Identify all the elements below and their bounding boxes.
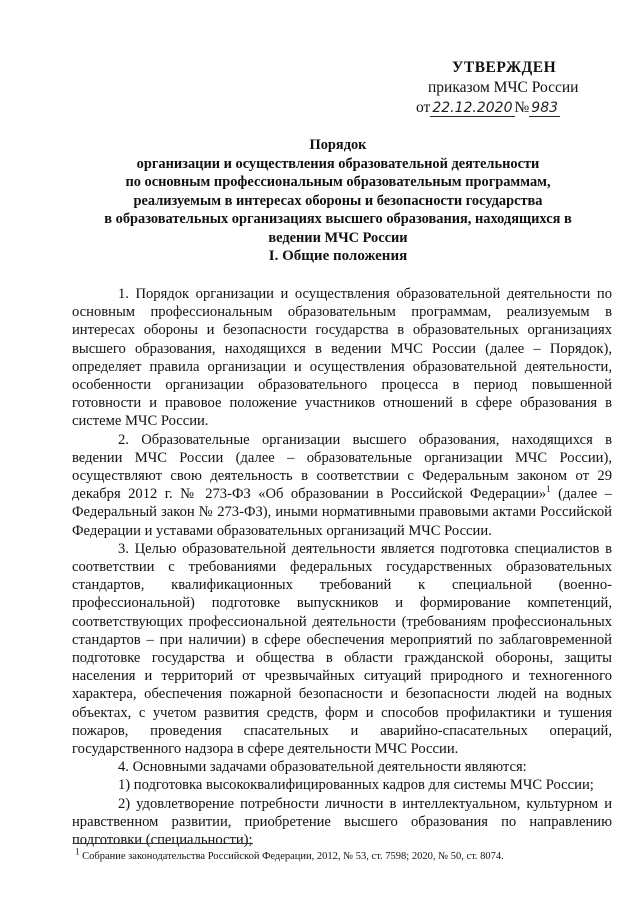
approval-from: от <box>416 99 431 116</box>
footnote <box>75 846 605 863</box>
approval-date: 22.12.2020 <box>432 100 513 116</box>
paragraph-2 <box>72 431 612 540</box>
footnote-reference: 1 <box>546 484 551 495</box>
title-line: реализуемым в интересах обороны и безопасности государства <box>133 192 543 209</box>
document-title <box>60 136 616 247</box>
footnote-divider <box>73 843 253 844</box>
approval-order: приказом МЧС России <box>428 79 579 96</box>
paragraph-4: 4. Основными задачами образовательной деятельности являются: <box>118 759 527 776</box>
approval-block <box>416 58 606 118</box>
document-body <box>72 285 612 849</box>
approval-date-number <box>416 98 606 118</box>
section-heading: I. Общие положения <box>268 248 408 264</box>
paragraph-3: 3. Целью образовательной деятельности является подготовка специалистов в соответствии с требованиями федеральных государственных образовательных стандартов, квалификационных требований к специальной (военно-профессиональной) подготовке выпускников и формирование компетенций, соответствующих профессиональной деятельности (требованиям профессиональных стандартов – при наличии) в сфере обеспечения мероприятий по заблаговременной подготовке государства и общества в области гражданской обороны, защиты населения и территорий от чрезвычайных ситуаций природного и техногенного характера, обеспечения пожарной безопасности и безопасности людей на водных объектах, с учетом развития средств, форм и способов профилактики и тушения пожаров, проведения спасательных и аварийно-спасательных операций, государственного надзора в сфере деятельности МЧС России. <box>72 540 612 758</box>
paragraph-1: 1. Порядок организации и осуществления образовательной деятельности по основным профессиональным образовательным программам, реализуемым в интересах обороны и безопасности государства в образовательных организациях высшего образования, находящихся в ведении МЧС России (далее – Порядок), определяет правила организации и осуществления образовательной деятельности, особенности организации образовательного процесса в период повышенной готовности и правовое положение участников отношений в сфере образования в системе МЧС России. <box>72 286 612 430</box>
approval-number-sign: № <box>514 99 530 116</box>
paragraph-4-item-1: 1) подготовка высококвалифицированных кадров для системы МЧС России; <box>118 777 594 794</box>
approval-number: 983 <box>531 100 559 116</box>
title-line: ведении МЧС России <box>268 229 408 246</box>
approval-title: УТВЕРЖДЕН <box>452 59 557 76</box>
footnote-text: Собрание законодательства Российской Федерации, 2012, № 53, ст. 7598; 2020, № 50, ст. 8074. <box>79 851 504 862</box>
paragraph-4-item-2: 2) удовлетворение потребности личности в интеллектуальном, культурном и нравственном развитии, приобретение высшего образования по направлению подготовки (специальности); <box>72 795 612 849</box>
title-line: по основным профессиональным образовательным программам, <box>125 174 551 190</box>
title-line: организации и осуществления образовательной деятельности <box>136 155 540 172</box>
title-line: в образовательных организациях высшего образования, находящихся в <box>104 211 572 227</box>
paragraph-2-part-a: 2. Образовательные организации высшего образования, находящихся в ведении МЧС России (далее – образовательные организации МЧС России), осуществляют свою деятельность в соответствии с Федеральным законом от 29 декабря 2012 г. № 273-ФЗ «Об образовании в Российской Федерации» <box>72 431 612 503</box>
paragraph-2-part-b: (далее – Федеральный закон № 273-ФЗ), иными нормативными правовыми актами Российской Федерации и уставами образовательных организаций МЧС России. <box>72 486 612 539</box>
footnote-mark: 1 <box>75 846 80 857</box>
title-heading: Порядок <box>309 137 367 153</box>
